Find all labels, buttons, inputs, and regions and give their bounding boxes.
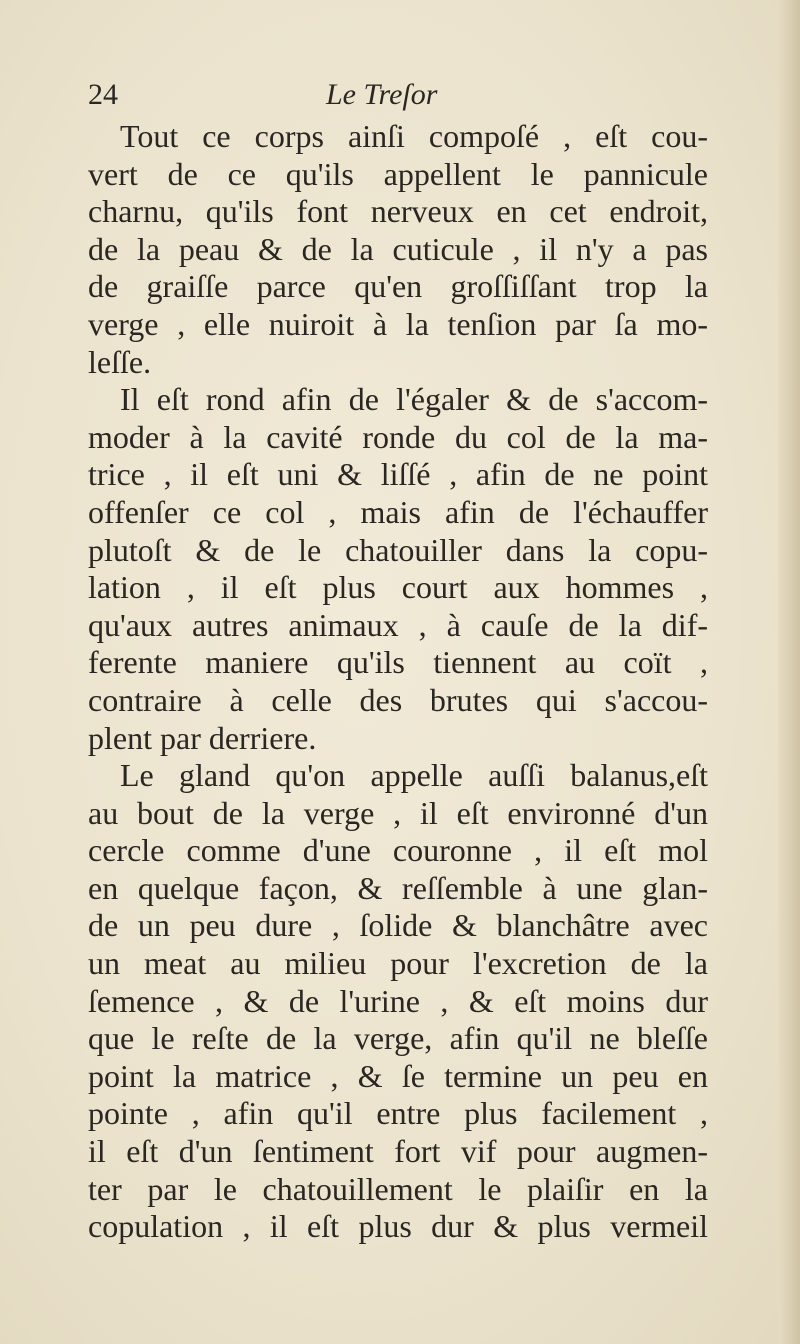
text-line: vert de ce qu'ils appellent le pannicule bbox=[88, 155, 708, 192]
text-line: moder à la cavité ronde du col de la ma- bbox=[88, 418, 708, 455]
text-line: plent par derriere. bbox=[88, 719, 317, 756]
text-line: ferente maniere qu'ils tiennent au coït , bbox=[88, 644, 708, 681]
text-line: verge , elle nuiroit à la tenſion par ſa mo- bbox=[88, 305, 708, 342]
text-line: contraire à celle des brutes qui s'accou- bbox=[88, 681, 708, 718]
text-line: leſſe. bbox=[88, 343, 152, 380]
text-line: que le reſte de la verge, afin qu'il ne bleſſe bbox=[88, 1020, 708, 1057]
text-line: copulation , il eſt plus dur & plus vermeil bbox=[88, 1208, 708, 1245]
text-line: de la peau & de la cuticule , il n'y a pas bbox=[88, 230, 708, 267]
text-line: en quelque façon, & reſſemble à une glan- bbox=[88, 869, 708, 906]
text-line: charnu, qu'ils font nerveux en cet endroit, bbox=[88, 193, 708, 230]
text-line: pointe , afin qu'il entre plus facilement , bbox=[88, 1095, 708, 1132]
text-line: ſemence , & de l'urine , & eſt moins dur bbox=[88, 982, 708, 1019]
text-line: qu'aux autres animaux , à cauſe de la dif- bbox=[88, 606, 708, 643]
running-title: Le Treſor bbox=[326, 78, 438, 111]
text-line: de un peu dure , ſolide & blanchâtre avec bbox=[88, 907, 708, 944]
text-line: Il eſt rond afin de l'égaler & de s'accom- bbox=[120, 381, 708, 418]
text-line: trice , il eſt uni & liſſé , afin de ne point bbox=[88, 456, 708, 493]
body-text bbox=[88, 118, 708, 1246]
text-line: de graiſſe parce qu'en groſſiſſant trop la bbox=[88, 268, 708, 305]
page-number: 24 bbox=[88, 78, 118, 111]
text-line: Tout ce corps ainſi compoſé , eſt cou- bbox=[120, 118, 708, 154]
page-header bbox=[88, 78, 708, 118]
text-line: cercle comme d'une couronne , il eſt mol bbox=[88, 832, 708, 869]
text-line: il eſt d'un ſentiment fort vif pour augmen- bbox=[88, 1133, 708, 1170]
text-line: Le gland qu'on appelle auſſi balanus,eſt bbox=[120, 757, 708, 794]
text-line: lation , il eſt plus court aux hommes , bbox=[88, 569, 708, 606]
text-line: un meat au milieu pour l'excretion de la bbox=[88, 945, 708, 982]
text-line: plutoſt & de le chatouiller dans la copu- bbox=[88, 531, 708, 568]
text-line: offenſer ce col , mais afin de l'échauffer bbox=[88, 493, 708, 530]
text-line: au bout de la verge , il eſt environné d'un bbox=[88, 794, 708, 831]
page-edge bbox=[778, 0, 800, 1344]
text-line: point la matrice , & ſe termine un peu en bbox=[88, 1057, 708, 1094]
text-line: ter par le chatouillement le plaiſir en la bbox=[88, 1170, 708, 1207]
